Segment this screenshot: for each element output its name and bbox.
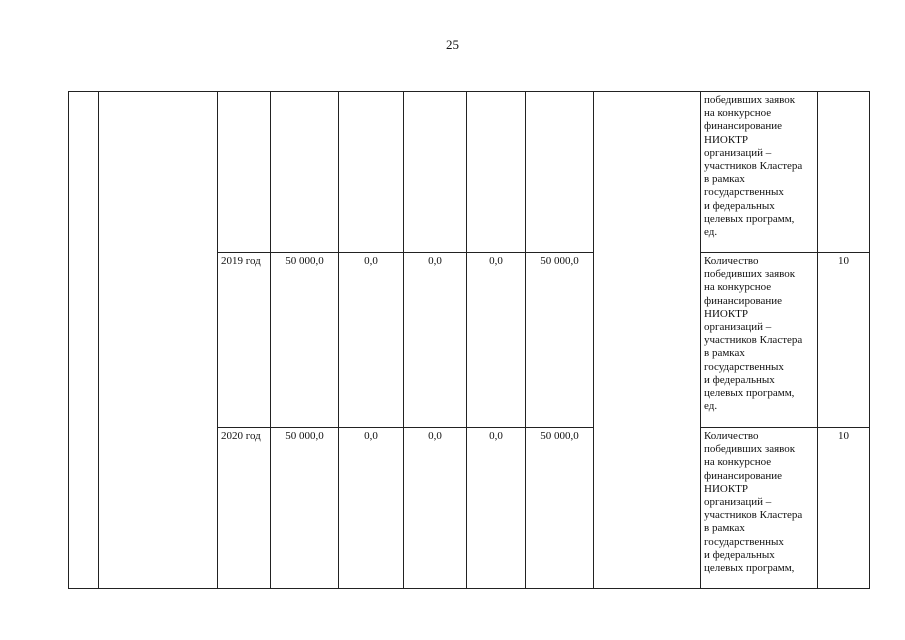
indicator-line: финансирование [704,294,783,307]
indicator-value-cell: 10 [818,428,870,589]
total-cell: 50 000,0 [271,253,339,428]
indicator-line: в рамках [704,347,745,360]
indicator-value-cell: 10 [818,253,870,428]
local-budget-cell [467,92,526,253]
total-cell [271,92,339,253]
federal-budget-cell: 0,0 [339,428,404,589]
indicator-line: финансирование [704,469,783,482]
other-sources-cell: 50 000,0 [526,428,594,589]
executor-cell [594,92,701,589]
indicator-line: Количество [704,255,759,267]
federal-budget-cell [339,92,404,253]
measure-name-cell [99,92,218,589]
regional-budget-cell: 0,0 [404,428,467,589]
page-number: 25 [446,37,459,52]
local-budget-cell: 0,0 [467,428,526,589]
indicator-line: целевых программ, [704,212,795,225]
indicator-line: организаций – [704,321,772,334]
indicator-line: на конкурсное [704,456,772,469]
regional-budget-cell: 0,0 [404,253,467,428]
index-cell [69,92,99,589]
indicator-value-cell [818,92,870,253]
indicator-line: ед. [704,400,718,413]
indicator-line: победивших заявок [704,94,796,106]
indicator-line: и федеральных [704,373,775,386]
financing-table [68,91,870,589]
local-budget-cell: 0,0 [467,253,526,428]
indicator-line: государственных [704,535,784,548]
indicator-line: НИОКТР [704,307,749,320]
table-row [69,92,870,253]
indicator-line: участников Кластера [704,160,803,173]
indicator-line: в рамках [704,173,745,186]
federal-budget-cell: 0,0 [339,253,404,428]
indicator-line: организаций – [704,146,772,159]
indicator-line: финансирование [704,120,783,133]
indicator-line: государственных [704,186,784,199]
year-cell: 2020 год [218,428,271,589]
indicator-line: ед. [704,226,718,239]
indicator-line: НИОКТР [704,482,749,495]
indicator-line: НИОКТР [704,133,749,146]
regional-budget-cell [404,92,467,253]
indicator-line: и федеральных [704,548,775,561]
indicator-line: участников Кластера [704,334,803,347]
indicator-cell [701,92,818,253]
indicator-line: государственных [704,360,784,373]
indicator-cell [701,428,818,589]
year-cell: 2019 год [218,253,271,428]
indicator-line: на конкурсное [704,107,772,120]
indicator-line: победивших заявок [704,268,796,281]
indicator-line: целевых программ, [704,562,795,575]
indicator-line: организаций – [704,496,772,509]
indicator-line: на конкурсное [704,281,772,294]
other-sources-cell [526,92,594,253]
indicator-line: в рамках [704,522,745,535]
other-sources-cell: 50 000,0 [526,253,594,428]
total-cell: 50 000,0 [271,428,339,589]
indicator-line: Количество [704,430,759,442]
indicator-line: участников Кластера [704,509,803,522]
indicator-line: победивших заявок [704,443,796,456]
indicator-line: и федеральных [704,199,775,212]
year-cell [218,92,271,253]
indicator-cell [701,253,818,428]
indicator-line: целевых программ, [704,387,795,400]
